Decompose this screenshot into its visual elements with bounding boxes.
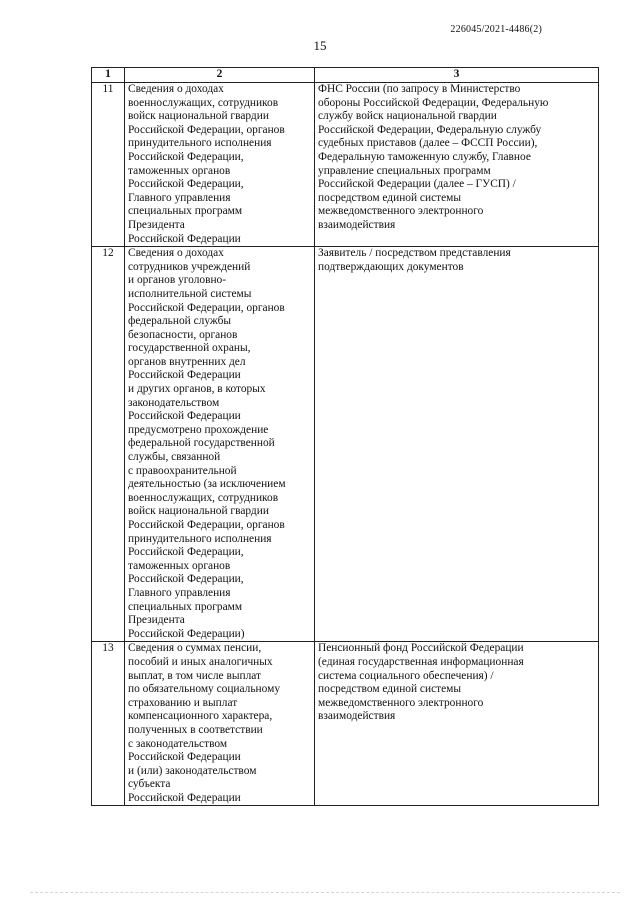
row-number: 13 <box>92 642 125 806</box>
cell-text-line: Российской Федерации, <box>128 546 244 559</box>
cell-text-line: Российской Федерации <box>128 791 241 804</box>
cell-text-line: Российской Федерации) <box>128 627 245 640</box>
cell-text-line: безопасности, органов <box>128 328 238 341</box>
cell-text-line: Главного управления <box>128 191 231 204</box>
page-number: 15 <box>313 38 327 53</box>
source-cell <box>315 247 599 642</box>
cell-text-line: Российской Федерации, органов <box>128 301 285 314</box>
cell-text-line: федеральной государственной <box>128 437 275 450</box>
cell-text-line: полученных в соответствии <box>128 723 263 736</box>
cell-text-line: государственной охраны, <box>128 342 251 355</box>
cell-text-line: компенсационного характера, <box>128 710 273 723</box>
cell-text-line: по обязательному социальному <box>128 683 281 696</box>
cell-text-line: органов внутренних дел <box>128 355 246 368</box>
column-header: 3 <box>315 68 599 83</box>
cell-text-line: взаимодействия <box>318 710 396 723</box>
cell-text-line: подтверждающих документов <box>318 260 464 273</box>
cell-text-line: с законодательством <box>128 737 228 750</box>
cell-text-line: Российской Федерации <box>128 751 241 764</box>
cell-text-line: Российской Федерации <box>128 410 241 423</box>
cell-text-line: Российской Федерации, органов <box>128 123 285 136</box>
cell-text-line: исполнительной системы <box>128 287 252 300</box>
cell-text-line: взаимодействия <box>318 218 396 231</box>
cell-text-line: Президента <box>128 614 185 627</box>
cell-text-line: и органов уголовно- <box>128 274 227 287</box>
cell-text-line: Российской Федерации <box>128 232 241 245</box>
info-type-cell <box>125 83 315 247</box>
cell-text-line: специальных программ <box>128 600 243 613</box>
cell-text-line: посредством единой системы <box>318 191 462 204</box>
cell-text-line: Сведения о доходах <box>128 83 224 95</box>
table-row <box>92 83 599 247</box>
table-header-row <box>92 68 599 83</box>
scan-edge-artifact <box>30 890 620 893</box>
cell-text-line: система социального обеспечения) / <box>318 669 494 682</box>
cell-text-line: межведомственного электронного <box>318 696 484 709</box>
cell-text-line: Российской Федерации, Федеральную службу <box>318 123 542 136</box>
cell-text-line: Российской Федерации, органов <box>128 519 285 531</box>
cell-text-line: Сведения о доходах <box>128 247 224 260</box>
data-table <box>91 67 599 806</box>
cell-text-line: ФНС России (по запросу в Министерство <box>318 83 521 95</box>
cell-text-line: Сведения о суммах пенсии, <box>128 642 262 655</box>
cell-text-line: Главного управления <box>128 586 231 599</box>
cell-text-line: Российской Федерации, <box>128 150 244 163</box>
cell-text-line: выплат, в том числе выплат <box>128 669 261 682</box>
column-header: 1 <box>92 68 125 83</box>
source-cell <box>315 642 599 806</box>
cell-text-line: межведомственного электронного <box>318 205 484 218</box>
cell-text-line: Пенсионный фонд Российской Федерации <box>318 642 524 655</box>
cell-text-line: Российской Федерации (далее – ГУСП) / <box>318 178 516 191</box>
cell-text-line: обороны Российской Федерации, Федеральную <box>318 96 549 109</box>
cell-text-line: войск национальной гвардии <box>128 110 269 123</box>
info-type-cell <box>125 247 315 642</box>
document-number: 226045/2021-4486(2) <box>450 24 542 35</box>
cell-text-line: службы, связанной <box>128 451 221 464</box>
table-row <box>92 642 599 806</box>
cell-text-line: таможенных органов <box>128 164 231 177</box>
cell-text-line: принудительного исполнения <box>128 137 272 150</box>
info-type-cell <box>125 642 315 806</box>
cell-text-line: Федеральную таможенную службу, Главное <box>318 150 531 163</box>
cell-text-line: таможенных органов <box>128 559 231 572</box>
column-header: 2 <box>125 68 315 83</box>
source-cell <box>315 83 599 247</box>
cell-text-line: судебных приставов (далее – ФССП России), <box>318 137 538 150</box>
cell-text-line: страхованию и выплат <box>128 696 238 709</box>
cell-text-line: и (или) законодательством <box>128 764 257 777</box>
cell-text-line: Российской Федерации, <box>128 178 244 191</box>
cell-text-line: и других органов, в которых <box>128 383 266 396</box>
cell-text-line: управление специальных программ <box>318 164 491 177</box>
cell-text-line: субъекта <box>128 778 171 791</box>
cell-text-line: принудительного исполнения <box>128 532 272 545</box>
cell-text-line: военнослужащих, сотрудников <box>128 96 279 109</box>
cell-text-line: федеральной службы <box>128 315 232 328</box>
cell-text-line: Российской Федерации <box>128 369 241 382</box>
row-number: 12 <box>92 247 125 642</box>
cell-text-line: специальных программ <box>128 205 243 218</box>
cell-text-line: посредством единой системы <box>318 683 462 696</box>
cell-text-line: законодательством <box>128 396 220 409</box>
cell-text-line: войск национальной гвардии <box>128 505 269 518</box>
cell-text-line: (единая государственная информационная <box>318 655 524 668</box>
cell-text-line: сотрудников учреждений <box>128 260 251 273</box>
cell-text-line: Российской Федерации, <box>128 573 244 586</box>
cell-text-line: деятельностью (за исключением <box>128 478 286 491</box>
row-number: 11 <box>92 83 125 247</box>
cell-text-line: Президента <box>128 218 185 231</box>
cell-text-line: военнослужащих, сотрудников <box>128 491 279 504</box>
cell-text-line: с правоохранительной <box>128 464 237 477</box>
cell-text-line: предусмотрено прохождение <box>128 423 269 436</box>
table-row <box>92 247 599 642</box>
cell-text-line: службу войск национальной гвардии <box>318 110 497 123</box>
cell-text-line: пособий и иных аналогичных <box>128 655 273 668</box>
cell-text-line: Заявитель / посредством представления <box>318 247 511 260</box>
